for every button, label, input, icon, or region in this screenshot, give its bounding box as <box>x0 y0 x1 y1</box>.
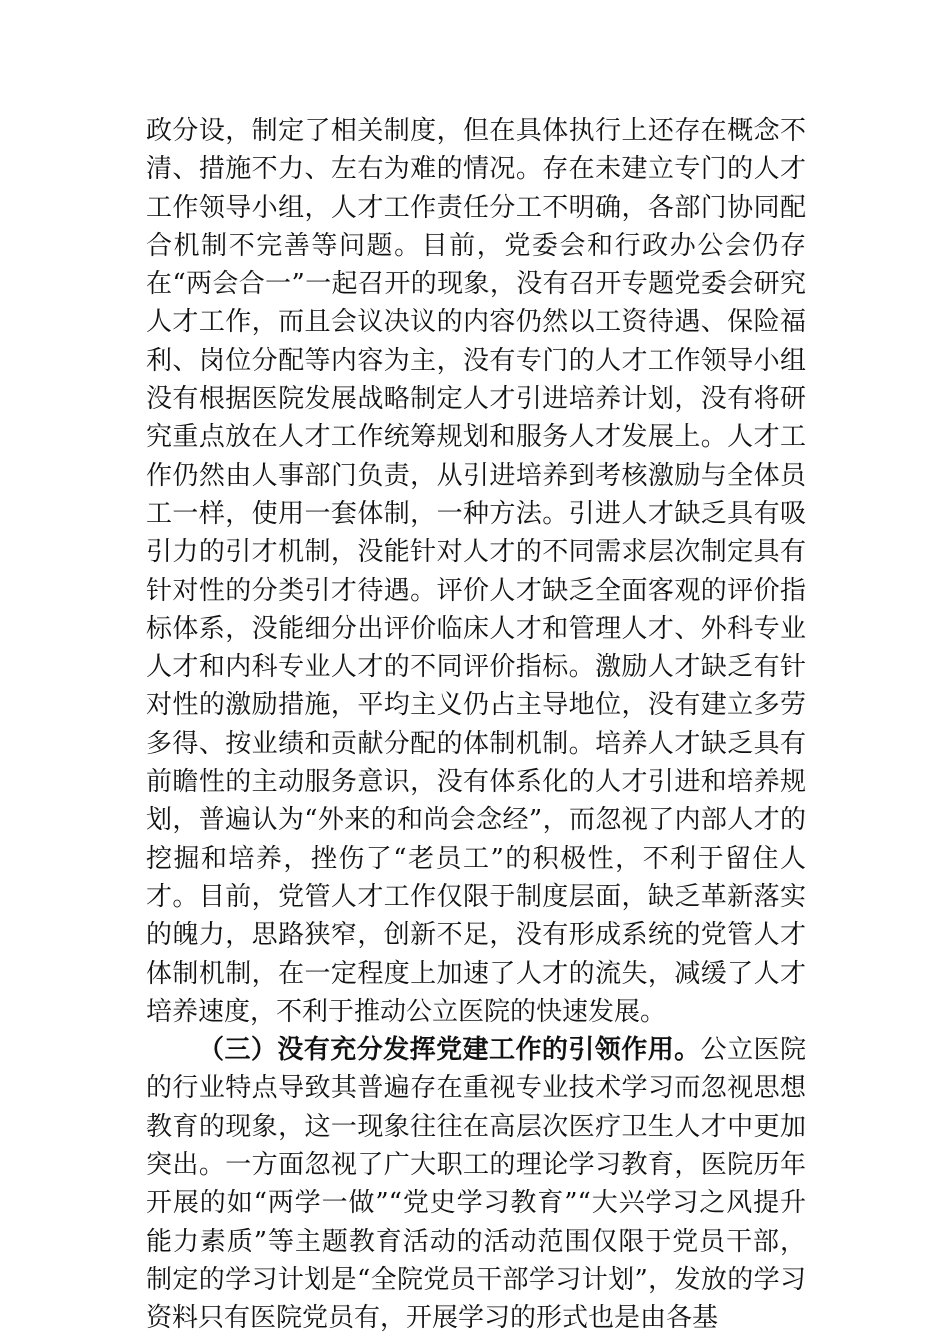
section-body: 公立医院的行业特点导致其普遍存在重视专业技术学习而忽视思想教育的现象，这一现象往往在高层次医疗卫生人才中更加突出。一方面忽视了广大职工的理论学习教育，医院历年开展的如“两学一做”“党史学习教育”“大兴学习之风提升能力素质”等主题教育活动的活动范围仅限于党员干部，制定的学习计划是“全院党员干部学习计划”，发放的学习资料只有医院党员有，开展学习的形式也是由各基 <box>146 1035 806 1334</box>
body-paragraph: 政分设，制定了相关制度，但在具体执行上还存在概念不清、措施不力、左右为难的情况。存在未建立专门的人才工作领导小组，人才工作责任分工不明确，各部门协同配合机制不完善等问题。目前，党委会和行政办公会仍存在“两会合一”一起召开的现象，没有召开专题党委会研究人才工作，而且会议决议的内容仍然以工资待遇、保险福利、岗位分配等内容为主，没有专门的人才工作领导小组没有根据医院发展战略制定人才引进培养计划，没有将研究重点放在人才工作统筹规划和服务人才发展上。人才工作仍然由人事部门负责，从引进培养到考核激励与全体员工一样，使用一套体制，一种方法。引进人才缺乏具有吸引力的引才机制，没能针对人才的不同需求层次制定具有针对性的分类引才待遇。评价人才缺乏全面客观的评价指标体系，没能细分出评价临床人才和管理人才、外科专业人才和内科专业人才的不同评价指标。激励人才缺乏有针对性的激励措施，平均主义仍占主导地位，没有建立多劳多得、按业绩和贡献分配的体制机制。培养人才缺乏具有前瞻性的主动服务意识，没有体系化的人才引进和培养规划，普遍认为“外来的和尚会念经”，而忽视了内部人才的挖掘和培养，挫伤了“老员工”的积极性，不利于留住人才。目前，党管人才工作仅限于制度层面，缺乏革新落实的魄力，思路狭窄，创新不足，没有形成系统的党管人才体制机制，在一定程度上加速了人才的流失，减缓了人才培养速度，不利于推动公立医院的快速发展。 <box>146 116 806 1027</box>
section-paragraph <box>146 1031 806 1337</box>
document-page <box>146 112 806 1338</box>
section-heading: （三）没有充分发挥党建工作的引领作用。 <box>198 1035 701 1066</box>
